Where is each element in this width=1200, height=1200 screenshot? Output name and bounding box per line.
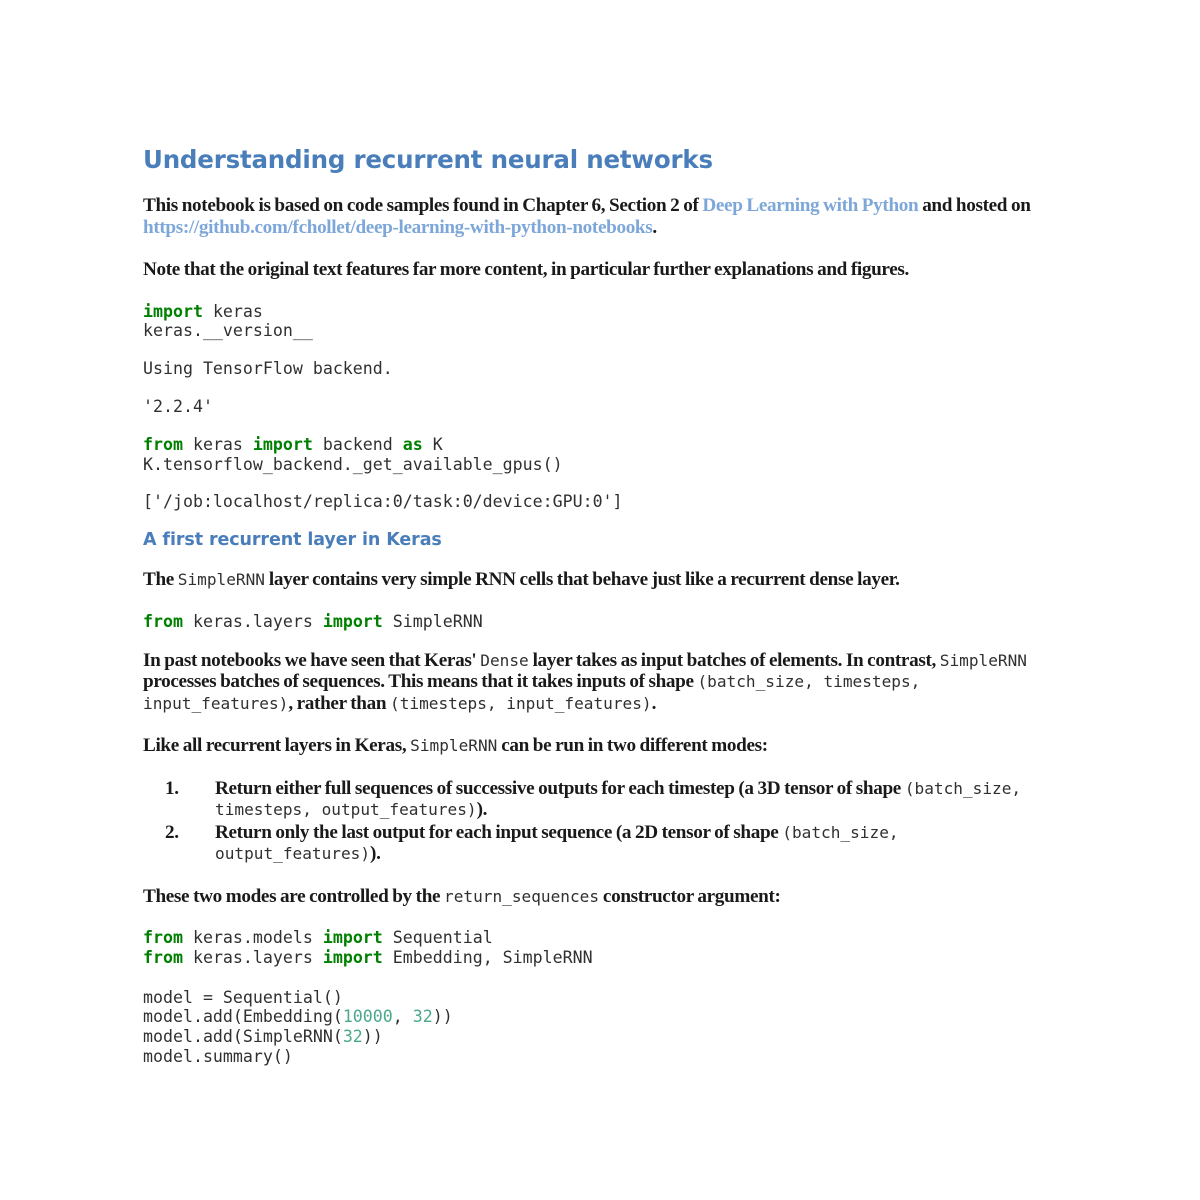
code-text: K.tensorflow_backend._get_available_gpus() (143, 454, 563, 474)
keyword-from: from (143, 434, 183, 454)
list-item (143, 778, 1058, 821)
modes-intro-paragraph (143, 735, 1058, 757)
code-text: model.summary() (143, 1046, 293, 1066)
code-text: keras.__version__ (143, 321, 313, 341)
code-text: K (422, 434, 443, 454)
text-fragment: can be run in two different modes: (497, 735, 768, 757)
output-gpu-device-list: ['/job:localhost/replica:0/task:0/device:GPU:0'] (143, 492, 623, 512)
return-sequences-paragraph (143, 886, 1058, 908)
inline-code-shape-output-2d: (batch_size, output_features) (215, 822, 899, 864)
keyword-as: as (402, 434, 423, 454)
code-text: keras.layers (182, 611, 323, 631)
code-text: , (392, 1007, 413, 1027)
code-text: model = Sequential() (143, 987, 343, 1007)
inline-code-return-sequences: return_sequences (444, 886, 600, 906)
list-item-text: ). (476, 799, 488, 821)
keyword-import: import (252, 434, 313, 454)
code-cell-model-definition[interactable] (143, 928, 1058, 1067)
list-item-text: Return either full sequences of successive outputs for each timestep (a 3D tensor of shape (215, 777, 905, 799)
text-fragment: In past notebooks we have seen that Keras' (143, 649, 481, 671)
text-fragment: . (651, 692, 657, 714)
list-item (143, 822, 1058, 865)
intro-text-part3: . (652, 216, 657, 238)
code-text: Sequential (382, 928, 493, 948)
inline-code-simplernn: SimpleRNN (410, 736, 498, 756)
code-text: keras (202, 301, 263, 321)
text-fragment: Like all recurrent layers in Keras, (143, 735, 411, 757)
intro-paragraph (143, 195, 1058, 238)
keyword-from: from (143, 947, 183, 967)
text-fragment: These two modes are controlled by the (143, 885, 445, 907)
link-deep-learning-with-python[interactable]: Deep Learning with Python (702, 195, 919, 217)
numeric-literal-vocab-size: 10000 (342, 1007, 393, 1027)
text-fragment: layer contains very simple RNN cells that behave just like a recurrent dense layer. (265, 569, 900, 591)
text-fragment: layer takes as input batches of elements. In contrast, (528, 649, 940, 671)
text-fragment: The (143, 569, 178, 591)
code-cell-imports[interactable] (143, 302, 1058, 342)
keyword-import: import (322, 928, 383, 948)
simplernn-description-paragraph (143, 569, 1058, 591)
inline-code-shape-2d: (timesteps, input_features) (390, 693, 652, 713)
code-text: keras (182, 434, 253, 454)
code-text: )) (362, 1027, 383, 1047)
link-github-repo[interactable]: https://github.com/fchollet/deep-learning-with-python-notebooks (143, 216, 653, 238)
inline-code-dense: Dense (480, 650, 529, 670)
keyword-from: from (143, 611, 183, 631)
numeric-literal-rnn-units: 32 (342, 1027, 363, 1047)
list-item-text: ). (370, 843, 381, 865)
code-text: keras.layers (182, 947, 323, 967)
section-heading-first-recurrent-layer: A first recurrent layer in Keras (143, 530, 442, 551)
code-cell-import-simplernn[interactable] (143, 612, 1058, 632)
inline-code-shape-3d: (batch_size, timesteps, input_features) (143, 672, 921, 713)
output-tensorflow-backend: Using TensorFlow backend. (143, 359, 393, 379)
inline-code-simplernn: SimpleRNN (939, 650, 1028, 670)
text-fragment: constructor argument: (599, 885, 781, 907)
output-keras-version: '2.2.4' (143, 397, 213, 417)
inline-code-simplernn: SimpleRNN (177, 570, 266, 590)
text-fragment: , rather than (288, 692, 391, 714)
modes-list (143, 778, 1058, 865)
page-title: Understanding recurrent neural networks (143, 145, 713, 174)
numeric-literal-embedding-dim: 32 (412, 1007, 433, 1027)
inline-code-shape-output-3d: (batch_size, timesteps, output_features) (215, 778, 1022, 820)
keyword-import: import (143, 301, 203, 321)
text-fragment: processes batches of sequences. This means that it takes inputs of shape (143, 671, 698, 693)
dense-vs-simplernn-paragraph (143, 650, 1058, 715)
code-text: model.add(SimpleRNN( (143, 1027, 343, 1047)
code-text: model.add(Embedding( (143, 1007, 343, 1027)
intro-text-part2: and hosted on (918, 195, 1031, 217)
code-text: keras.models (182, 928, 323, 948)
list-item-text: Return only the last output for each input sequence (a 2D tensor of shape (215, 821, 783, 843)
keyword-import: import (322, 947, 383, 967)
code-text: )) (432, 1007, 453, 1027)
notebook-content (143, 146, 1058, 1085)
code-text: Embedding, SimpleRNN (382, 947, 593, 967)
code-text: backend (312, 434, 403, 454)
code-text: SimpleRNN (382, 611, 483, 631)
keyword-import: import (322, 611, 383, 631)
note-paragraph: Note that the original text features far more content, in particular further explanations and figures. (143, 259, 909, 281)
keyword-from: from (143, 928, 183, 948)
code-cell-backend-gpus[interactable] (143, 435, 1058, 475)
intro-text-part1: This notebook is based on code samples found in Chapter 6, Section 2 of (143, 195, 703, 217)
